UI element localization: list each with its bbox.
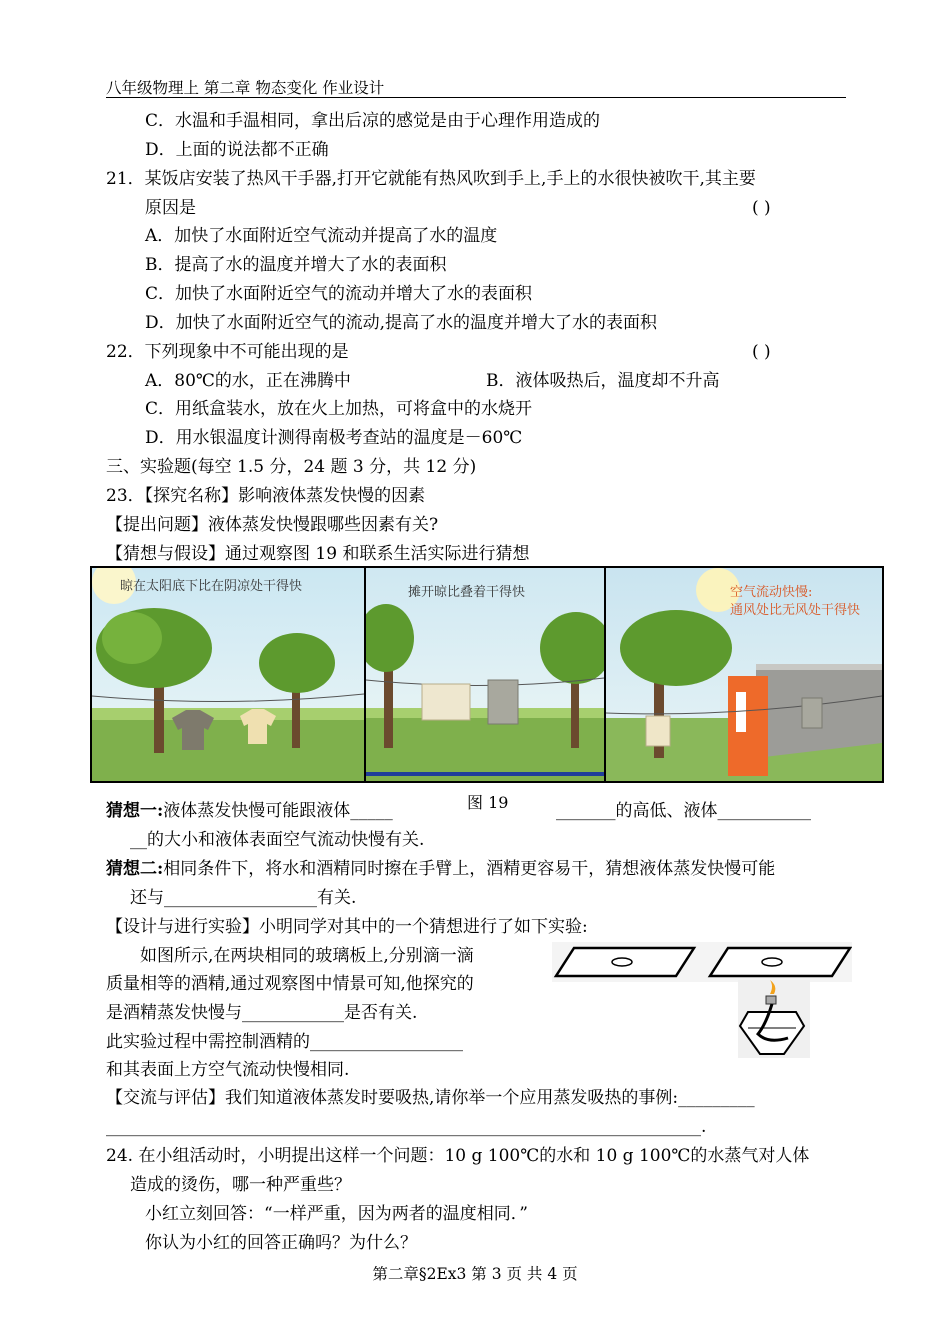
design-experiment: 【设计与进行实验】小明同学对其中的一个猜想进行了如下实验: — [106, 917, 588, 937]
q21-option-a: A．加快了水面附近空气流动并提高了水的温度 — [145, 226, 498, 246]
figure19-panel-wind — [604, 566, 884, 783]
q24-line3: 小红立刻回答：“一样严重，因为两者的温度相同．” — [145, 1204, 528, 1224]
page-footer: 第二章§2Ex3 第 3 页 共 4 页 — [372, 1265, 578, 1283]
experiment-line3: 是酒精蒸发快慢与____________是否有关. — [106, 1003, 418, 1023]
q23-question: 【提出问题】液体蒸发快慢跟哪些因素有关? — [106, 515, 439, 535]
figure19-panel-sun — [90, 566, 366, 783]
q24-line1: 24. 在小组活动时，小明提出这样一个问题：10 g 100℃的水和 10 g 100℃的水蒸气对人体 — [106, 1146, 810, 1166]
panel2-caption: 摊开晾比叠着干得快 — [408, 585, 526, 600]
experiment-line2: 质量相等的酒精,通过观察图中情景可知,他探究的 — [106, 974, 474, 994]
figure-label: 图 19 — [467, 793, 509, 812]
evaluation-line2: ______________________________________________________________________. — [106, 1117, 707, 1137]
q22-option-a: A．80℃的水，正在沸腾中 — [145, 371, 351, 391]
q21-answer-blank: ( ) — [752, 198, 771, 218]
q22-answer-blank: ( ) — [752, 342, 771, 362]
section-title: 三、实验题(每空 1.5 分，24 题 3 分，共 12 分) — [106, 457, 477, 477]
guess1-line2: __的大小和液体表面空气流动快慢有关. — [130, 830, 425, 850]
header-divider — [106, 97, 846, 98]
evaluation: 【交流与评估】我们知道液体蒸发时要吸热,请你举一个应用蒸发吸热的事例:_________ — [106, 1088, 755, 1108]
guess1-text: 液体蒸发快慢可能跟液体_____ — [163, 801, 393, 821]
experiment-line1: 如图所示,在两块相同的玻璃板上,分别滴一滴 — [140, 946, 474, 966]
q21-option-d: D．加快了水面附近空气的流动,提高了水的温度并增大了水的表面积 — [145, 313, 658, 333]
figure19-panel-spread — [364, 566, 606, 783]
q21-option-c: C．加快了水面附近空气的流动并增大了水的表面积 — [145, 284, 533, 304]
q20-option-c: C．水温和手温相同，拿出后凉的感觉是由于心理作用造成的 — [145, 111, 601, 131]
q24-line4: 你认为小红的回答正确吗？为什么？ — [145, 1233, 417, 1253]
q22-option-c: C．用纸盒装水，放在火上加热，可将盒中的水烧开 — [145, 399, 533, 419]
guess2-label: 猜想二: — [106, 859, 164, 879]
experiment-line4: 此实验过程中需控制酒精的__________________ — [106, 1032, 463, 1052]
experiment-illustration — [552, 942, 852, 1060]
page-header: 八年级物理上 第二章 物态变化 作业设计 — [106, 79, 385, 97]
q21-option-b: B．提高了水的温度并增大了水的表面积 — [145, 255, 447, 275]
q22-option-d: D．用水银温度计测得南极考查站的温度是－60℃ — [145, 428, 523, 448]
q20-option-d: D．上面的说法都不正确 — [145, 140, 329, 160]
guess1-text-right: _______的高低、液体___________ — [556, 801, 811, 821]
guess1-label: 猜想一: — [106, 801, 164, 821]
q24-line2: 造成的烫伤，哪一种严重些？ — [130, 1175, 351, 1195]
panel1-caption: 晾在太阳底下比在阴凉处干得快 — [120, 579, 303, 594]
guess2-line2: 还与__________________有关. — [130, 888, 357, 908]
q23-hypothesis: 【猜想与假设】通过观察图 19 和联系生活实际进行猜想 — [106, 544, 530, 564]
q21-stem-line1: 21．某饭店安装了热风干手器,打开它就能有热风吹到手上,手上的水很快被吹干,其主要 — [106, 169, 756, 189]
experiment-line5: 和其表面上方空气流动快慢相同. — [106, 1060, 350, 1080]
panel3-caption-2: 通风处比无风处干得快 — [730, 603, 861, 618]
panel3-caption-1: 空气流动快慢: — [730, 585, 813, 600]
q22-option-b: B．液体吸热后，温度却不升高 — [486, 371, 720, 391]
q22-stem: 22．下列现象中不可能出现的是 — [106, 342, 349, 362]
q23-name: 23．【探究名称】影响液体蒸发快慢的因素 — [106, 486, 426, 506]
q21-stem-line2: 原因是 — [145, 198, 196, 218]
guess2-text: 相同条件下，将水和酒精同时擦在手臂上，酒精更容易干，猜想液体蒸发快慢可能 — [163, 859, 776, 879]
